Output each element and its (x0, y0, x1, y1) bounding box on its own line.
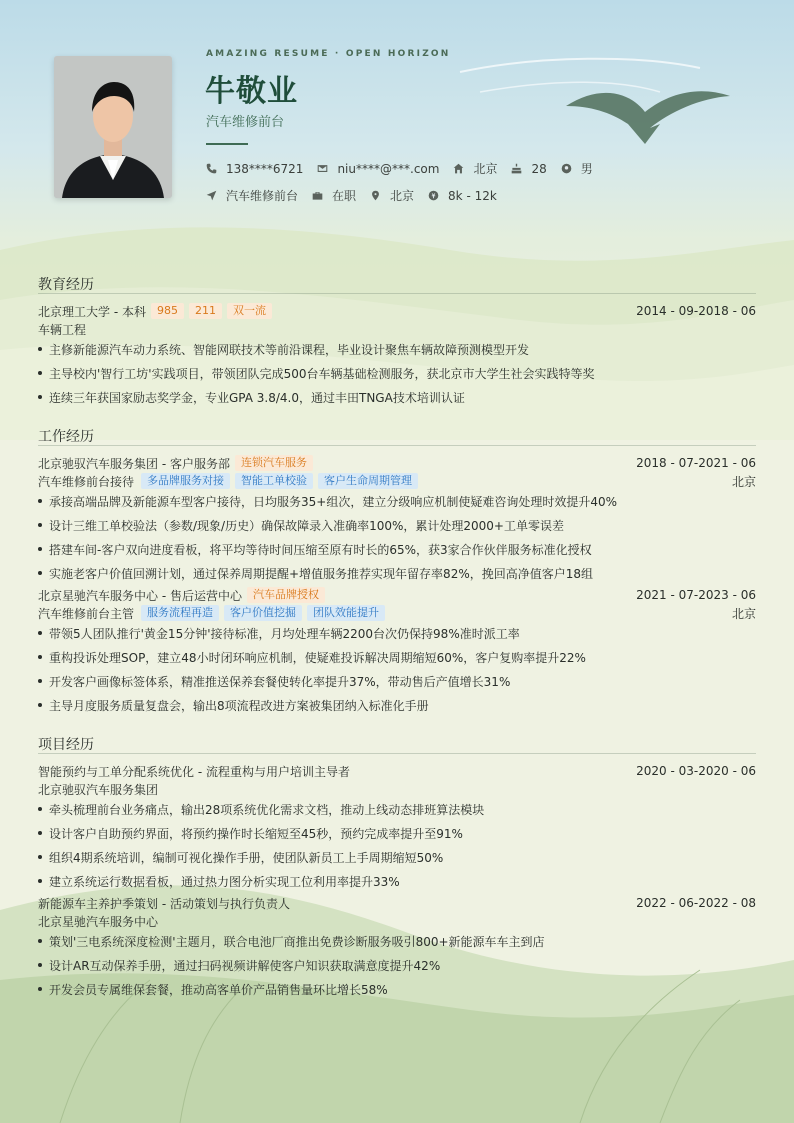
project-period: 2020 - 03-2020 - 06 (636, 764, 756, 778)
education-bullet: 主导校内'智行工坊'实践项目，带领团队完成500台车辆基础检测服务，获北京市大学生社会实践特等奖 (38, 365, 756, 382)
work-section-title: 工作经历 (38, 429, 94, 445)
resume-tagline: AMAZING RESUME · OPEN HORIZON (206, 49, 451, 59)
gender-icon (561, 163, 572, 174)
target-city-text: 北京 (390, 189, 415, 203)
target-role-info (206, 187, 298, 204)
job-header (38, 586, 756, 604)
salary-text: 8k - 12k (448, 188, 497, 203)
age-text: 28 (531, 161, 547, 176)
company-name: 北京驰驭汽车服务集团 - 客户服务部 (38, 456, 230, 471)
project-org-row (38, 780, 756, 798)
school-name: 北京理工大学 - 本科 (38, 304, 146, 319)
project-bullet: 设计客户自助预约界面，将预约操作时长缩短至45秒，预约完成率提升至91% (38, 825, 756, 842)
candidate-role: 汽车维修前台 (206, 115, 285, 130)
projects-section-title: 项目经历 (38, 737, 94, 753)
education-bullet: 连续三年获国家励志奖学金，专业GPA 3.8/4.0，通过丰田TNGA技术培训认证 (38, 389, 756, 406)
title-divider (206, 143, 248, 145)
project-org-row (38, 912, 756, 930)
location-text: 北京 (473, 162, 498, 176)
section-divider (38, 753, 756, 754)
map-pin-icon (370, 190, 381, 201)
project-org: 北京驰驭汽车服务集团 (38, 782, 159, 797)
skill-tag: 客户价值挖掘 (224, 605, 302, 621)
target-role-text: 汽车维修前台 (226, 189, 299, 203)
money-icon (428, 190, 439, 201)
candidate-name: 牛敬业 (205, 74, 298, 109)
major-name: 车辆工程 (38, 322, 87, 337)
company-name: 北京星驰汽车服务中心 - 售后运营中心 (38, 588, 242, 603)
gender-text: 男 (580, 162, 593, 176)
job-period: 2021 - 07-2023 - 06 (636, 588, 756, 602)
job-bullet: 主导月度服务质量复盘会，输出8项流程改进方案被集团纳入标准化手册 (38, 697, 756, 714)
school-tag: 211 (189, 303, 222, 319)
job-city: 北京 (731, 606, 756, 621)
project-period: 2022 - 06-2022 - 08 (636, 896, 756, 910)
job-header (38, 454, 756, 472)
company-tag: 汽车品牌授权 (247, 587, 325, 603)
job-bullet: 搭建车间-客户双向进度看板，将平均等待时间压缩至原有时长的65%，获3家合作伙伴服务标准化授权 (38, 541, 756, 558)
project-bullet: 策划'三电系统深度检测'主题月，联合电池厂商推出免费诊断服务吸引800+新能源车车主到店 (38, 933, 756, 950)
project-bullet: 建立系统运行数据看板，通过热力图分析实现工位利用率提升33% (38, 873, 756, 890)
profile-photo (54, 56, 172, 198)
skill-tag: 多品牌服务对接 (141, 473, 230, 489)
phone-icon (206, 163, 217, 174)
job-position-row (38, 604, 756, 622)
mail-icon (317, 163, 328, 174)
section-divider (38, 293, 756, 294)
job-bullet: 带领5人团队推行'黄金15分钟'接待标准，月均处理车辆2200台次仍保持98%准时派工率 (38, 625, 756, 642)
job-bullet: 开发客户画像标签体系，精准推送保养套餐使转化率提升37%，带动售后产值增长31% (38, 673, 756, 690)
job-city: 北京 (731, 474, 756, 489)
status-text: 在职 (332, 189, 357, 203)
education-bullet: 主修新能源汽车动力系统、智能网联技术等前沿课程，毕业设计聚焦车辆故障预测模型开发 (38, 341, 756, 358)
job-bullet: 承接高端品牌及新能源车型客户接待，日均服务35+组次，建立分级响应机制使疑难咨询处理时效提升40% (38, 493, 756, 510)
education-section-title: 教育经历 (38, 277, 94, 293)
job-intent-row (206, 187, 511, 204)
send-icon (206, 190, 217, 201)
section-divider (38, 445, 756, 446)
job-period: 2018 - 07-2021 - 06 (636, 456, 756, 470)
skill-tag: 服务流程再造 (141, 605, 219, 621)
project-header (38, 762, 756, 780)
contact-row (206, 160, 607, 177)
project-header (38, 894, 756, 912)
skill-tag: 团队效能提升 (307, 605, 385, 621)
job-position-row (38, 472, 756, 490)
education-period: 2014 - 09-2018 - 06 (636, 304, 756, 318)
school-tag: 双一流 (227, 303, 272, 319)
gender-info (561, 160, 593, 177)
age-info (511, 162, 546, 176)
school-tag: 985 (151, 303, 184, 319)
phone-text: 138****6721 (226, 161, 304, 176)
project-name: 智能预约与工单分配系统优化 - 流程重构与用户培训主导者 (38, 764, 350, 779)
company-tag: 连锁汽车服务 (235, 455, 313, 471)
skill-tag: 智能工单校验 (235, 473, 313, 489)
salary-info (428, 189, 497, 203)
location-info (453, 160, 497, 177)
job-bullet: 重构投诉处理SOP，建立48小时闭环响应机制，使疑难投诉解决周期缩短60%，客户复购率提升22% (38, 649, 756, 666)
target-city-info (370, 187, 414, 204)
project-name: 新能源车主养护季策划 - 活动策划与执行负责人 (38, 896, 290, 911)
phone-info (206, 162, 303, 176)
education-major-row (38, 320, 756, 338)
project-bullet: 开发会员专属维保套餐，推动高客单价产品销售量环比增长58% (38, 981, 756, 998)
home-icon (453, 163, 464, 174)
project-bullet: 组织4期系统培训，编制可视化操作手册，使团队新员工上手周期缩短50% (38, 849, 756, 866)
briefcase-icon (312, 190, 323, 201)
job-position: 汽车维修前台主管 (38, 606, 135, 621)
email-info (317, 162, 439, 176)
job-bullet: 设计三维工单校验法（参数/现象/历史）确保故障录入准确率100%，累计处理2000+工单零误差 (38, 517, 756, 534)
project-bullet: 设计AR互动保养手册，通过扫码视频讲解使客户知识获取满意度提升42% (38, 957, 756, 974)
job-bullet: 实施老客户价值回溯计划，通过保养周期提醒+增值服务推荐实现年留存率82%，挽回高净值客户18组 (38, 565, 756, 582)
project-bullet: 牵头梳理前台业务痛点，输出28项系统优化需求文档，推动上线动态排班算法模块 (38, 801, 756, 818)
status-info (312, 187, 356, 204)
project-org: 北京星驰汽车服务中心 (38, 914, 159, 929)
email-text: niu****@***.com (337, 161, 440, 176)
education-header (38, 302, 756, 320)
cake-icon (511, 163, 522, 174)
skill-tag: 客户生命周期管理 (318, 473, 418, 489)
job-position: 汽车维修前台接待 (38, 474, 135, 489)
